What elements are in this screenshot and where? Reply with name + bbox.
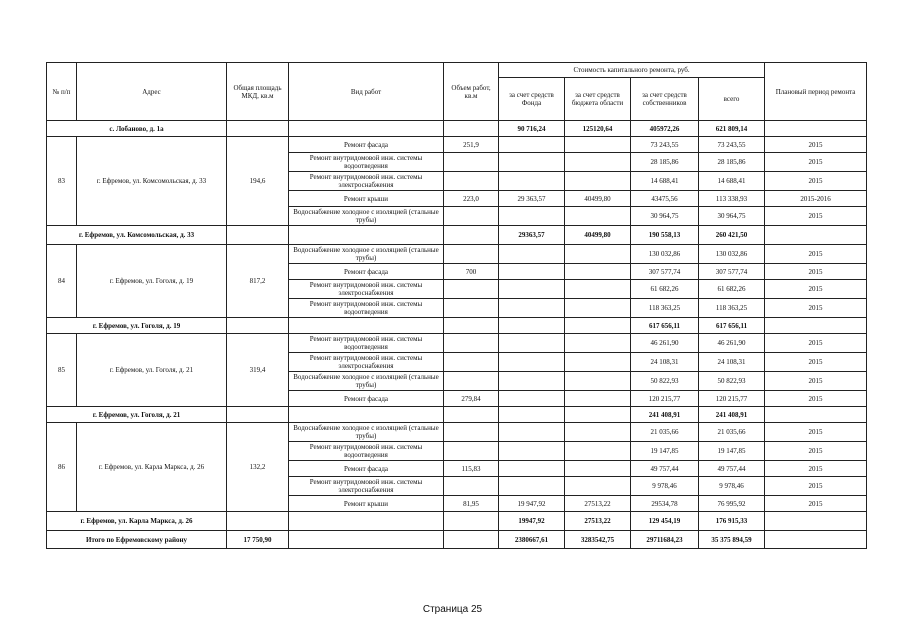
cost-total: 14 688,41	[699, 172, 765, 191]
work-volume: 251,9	[444, 137, 499, 153]
header-work: Вид работ	[289, 63, 444, 121]
work-type: Ремонт внутридомовой инж. системы водоотведения	[289, 299, 444, 318]
cost-owners: 28 185,86	[631, 153, 699, 172]
cost-budget	[565, 423, 631, 442]
work-volume	[444, 207, 499, 226]
subtotal-row	[47, 512, 867, 531]
subtotal-total: 176 915,33	[699, 512, 765, 531]
subtotal-budget: 125120,64	[565, 121, 631, 137]
work-volume	[444, 372, 499, 391]
work-volume: 700	[444, 264, 499, 280]
repair-period: 2015	[765, 153, 867, 172]
subtotal-row	[47, 407, 867, 423]
cost-owners: 46 261,90	[631, 334, 699, 353]
subtotal-total: 617 656,11	[699, 318, 765, 334]
cost-fund: 29 363,57	[499, 191, 565, 207]
work-volume	[444, 442, 499, 461]
header-address: Адрес	[77, 63, 227, 121]
row-address: г. Ефремов, ул. Гоголя, д. 21	[77, 334, 227, 407]
subtotal-address: г. Ефремов, ул. Гоголя, д. 21	[47, 407, 227, 423]
subtotal-row	[47, 318, 867, 334]
subtotal-owners: 190 558,13	[631, 226, 699, 245]
work-type: Ремонт внутридомовой инж. системы водоотведения	[289, 442, 444, 461]
row-address: г. Ефремов, ул. Гоголя, д. 19	[77, 245, 227, 318]
cost-owners: 24 108,31	[631, 353, 699, 372]
work-type: Водоснабжение холодное с изоляцией (стальные трубы)	[289, 372, 444, 391]
repair-period: 2015	[765, 299, 867, 318]
cost-budget: 27513,22	[565, 496, 631, 512]
table-row	[47, 334, 867, 353]
cost-total: 76 995,92	[699, 496, 765, 512]
cost-fund	[499, 264, 565, 280]
cost-fund	[499, 423, 565, 442]
work-type: Ремонт фасада	[289, 391, 444, 407]
row-num: 86	[47, 423, 77, 512]
cost-budget	[565, 461, 631, 477]
cost-budget	[565, 153, 631, 172]
cost-total: 118 363,25	[699, 299, 765, 318]
subtotal-owners: 617 656,11	[631, 318, 699, 334]
work-type: Ремонт внутридомовой инж. системы электроснабжения	[289, 353, 444, 372]
work-type: Ремонт внутридомовой инж. системы электроснабжения	[289, 477, 444, 496]
header-fund: за счет средств Фонда	[499, 78, 565, 121]
cost-budget	[565, 334, 631, 353]
cost-owners: 19 147,85	[631, 442, 699, 461]
subtotal-total: 241 408,91	[699, 407, 765, 423]
subtotal-owners: 129 454,19	[631, 512, 699, 531]
header-cost-group: Стоимость капитального ремонта, руб.	[499, 63, 765, 78]
row-num: 85	[47, 334, 77, 407]
repair-period: 2015	[765, 423, 867, 442]
work-volume	[444, 477, 499, 496]
cost-fund	[499, 245, 565, 264]
cost-fund	[499, 353, 565, 372]
cost-budget	[565, 353, 631, 372]
row-area: 817,2	[227, 245, 289, 318]
cost-budget	[565, 207, 631, 226]
cost-fund	[499, 391, 565, 407]
work-volume: 279,84	[444, 391, 499, 407]
work-volume	[444, 353, 499, 372]
header-budget: за счет средств бюджета области	[565, 78, 631, 121]
grand-total-fund: 2380667,61	[499, 531, 565, 549]
work-type: Ремонт внутридомовой инж. системы электроснабжения	[289, 172, 444, 191]
cost-total: 120 215,77	[699, 391, 765, 407]
cost-budget	[565, 372, 631, 391]
row-area: 319,4	[227, 334, 289, 407]
work-volume	[444, 172, 499, 191]
subtotal-fund	[499, 318, 565, 334]
cost-fund	[499, 153, 565, 172]
cost-fund	[499, 477, 565, 496]
work-volume: 115,83	[444, 461, 499, 477]
row-num: 84	[47, 245, 77, 318]
cost-budget	[565, 477, 631, 496]
subtotal-total: 621 809,14	[699, 121, 765, 137]
subtotal-total: 260 421,50	[699, 226, 765, 245]
grand-total-row	[47, 531, 867, 549]
cost-owners: 118 363,25	[631, 299, 699, 318]
subtotal-owners: 405972,26	[631, 121, 699, 137]
grand-total-area: 17 750,90	[227, 531, 289, 549]
cost-fund	[499, 207, 565, 226]
repair-period: 2015	[765, 334, 867, 353]
cost-total: 49 757,44	[699, 461, 765, 477]
repair-period: 2015	[765, 245, 867, 264]
table-row	[47, 245, 867, 264]
work-volume	[444, 299, 499, 318]
cost-total: 30 964,75	[699, 207, 765, 226]
grand-total-label: Итого по Ефремовскому району	[47, 531, 227, 549]
subtotal-fund: 90 716,24	[499, 121, 565, 137]
work-type: Ремонт крыши	[289, 496, 444, 512]
cost-total: 9 978,46	[699, 477, 765, 496]
cost-total: 307 577,74	[699, 264, 765, 280]
header-owners: за счет средств собственников	[631, 78, 699, 121]
header-volume: Объем работ, кв.м	[444, 63, 499, 121]
repair-period: 2015	[765, 461, 867, 477]
repair-period: 2015	[765, 496, 867, 512]
cost-total: 50 822,93	[699, 372, 765, 391]
capital-repair-table	[46, 62, 867, 549]
cost-budget	[565, 264, 631, 280]
header-total: всего	[699, 78, 765, 121]
work-volume: 81,95	[444, 496, 499, 512]
cost-owners: 43475,56	[631, 191, 699, 207]
row-area: 194,6	[227, 137, 289, 226]
table-row	[47, 423, 867, 442]
subtotal-budget	[565, 318, 631, 334]
repair-period: 2015	[765, 264, 867, 280]
work-type: Ремонт фасада	[289, 461, 444, 477]
cost-owners: 307 577,74	[631, 264, 699, 280]
cost-fund	[499, 372, 565, 391]
row-address: г. Ефремов, ул. Комсомольская, д. 33	[77, 137, 227, 226]
subtotal-row	[47, 226, 867, 245]
repair-period: 2015-2016	[765, 191, 867, 207]
cost-total: 113 338,93	[699, 191, 765, 207]
repair-period: 2015	[765, 207, 867, 226]
work-type: Водоснабжение холодное с изоляцией (стальные трубы)	[289, 423, 444, 442]
work-volume	[444, 245, 499, 264]
cost-fund	[499, 442, 565, 461]
subtotal-row	[47, 121, 867, 137]
grand-total-budget: 3283542,75	[565, 531, 631, 549]
cost-budget	[565, 299, 631, 318]
cost-fund	[499, 280, 565, 299]
row-address: г. Ефремов, ул. Карла Маркса, д. 26	[77, 423, 227, 512]
repair-period: 2015	[765, 137, 867, 153]
page-number: Страница 25	[422, 604, 483, 615]
grand-total-total: 35 375 894,59	[699, 531, 765, 549]
table-header-row	[47, 63, 867, 78]
cost-owners: 30 964,75	[631, 207, 699, 226]
repair-period: 2015	[765, 442, 867, 461]
header-num: № п/п	[47, 63, 77, 121]
cost-owners: 49 757,44	[631, 461, 699, 477]
grand-total-owners: 29711684,23	[631, 531, 699, 549]
work-type: Ремонт внутридомовой инж. системы электроснабжения	[289, 280, 444, 299]
row-num: 83	[47, 137, 77, 226]
cost-total: 130 032,86	[699, 245, 765, 264]
subtotal-budget: 40499,80	[565, 226, 631, 245]
subtotal-address: с. Лобаново, д. 1а	[47, 121, 227, 137]
repair-period: 2015	[765, 353, 867, 372]
document-page	[46, 62, 866, 549]
subtotal-owners: 241 408,91	[631, 407, 699, 423]
cost-fund	[499, 172, 565, 191]
work-type: Ремонт внутридомовой инж. системы водоотведения	[289, 334, 444, 353]
work-type: Водоснабжение холодное с изоляцией (стальные трубы)	[289, 245, 444, 264]
cost-fund	[499, 334, 565, 353]
work-type: Ремонт внутридомовой инж. системы водоотведения	[289, 153, 444, 172]
work-volume: 223,0	[444, 191, 499, 207]
work-type: Ремонт крыши	[289, 191, 444, 207]
cost-owners: 61 682,26	[631, 280, 699, 299]
cost-total: 24 108,31	[699, 353, 765, 372]
cost-owners: 21 035,66	[631, 423, 699, 442]
subtotal-fund: 19947,92	[499, 512, 565, 531]
cost-budget	[565, 245, 631, 264]
subtotal-budget: 27513,22	[565, 512, 631, 531]
cost-owners: 50 822,93	[631, 372, 699, 391]
cost-total: 21 035,66	[699, 423, 765, 442]
subtotal-fund	[499, 407, 565, 423]
repair-period: 2015	[765, 280, 867, 299]
cost-total: 61 682,26	[699, 280, 765, 299]
work-volume	[444, 280, 499, 299]
subtotal-address: г. Ефремов, ул. Карла Маркса, д. 26	[47, 512, 227, 531]
cost-total: 73 243,55	[699, 137, 765, 153]
cost-budget	[565, 442, 631, 461]
work-type: Водоснабжение холодное с изоляцией (стальные трубы)	[289, 207, 444, 226]
cost-fund	[499, 461, 565, 477]
cost-budget	[565, 391, 631, 407]
cost-owners: 120 215,77	[631, 391, 699, 407]
cost-fund	[499, 299, 565, 318]
subtotal-address: г. Ефремов, ул. Гоголя, д. 19	[47, 318, 227, 334]
cost-budget	[565, 137, 631, 153]
repair-period: 2015	[765, 172, 867, 191]
cost-budget: 40499,80	[565, 191, 631, 207]
header-period: Плановый период ремонта	[765, 63, 867, 121]
cost-owners: 29534,78	[631, 496, 699, 512]
work-volume	[444, 334, 499, 353]
work-type: Ремонт фасада	[289, 137, 444, 153]
repair-period: 2015	[765, 372, 867, 391]
cost-total: 19 147,85	[699, 442, 765, 461]
cost-budget	[565, 280, 631, 299]
cost-total: 46 261,90	[699, 334, 765, 353]
subtotal-fund: 29363,57	[499, 226, 565, 245]
work-type: Ремонт фасада	[289, 264, 444, 280]
work-volume	[444, 153, 499, 172]
subtotal-budget	[565, 407, 631, 423]
cost-fund	[499, 137, 565, 153]
cost-owners: 14 688,41	[631, 172, 699, 191]
cost-total: 28 185,86	[699, 153, 765, 172]
cost-owners: 9 978,46	[631, 477, 699, 496]
work-volume	[444, 423, 499, 442]
table-row	[47, 137, 867, 153]
cost-fund: 19 947,92	[499, 496, 565, 512]
cost-budget	[565, 172, 631, 191]
repair-period: 2015	[765, 477, 867, 496]
repair-period: 2015	[765, 391, 867, 407]
cost-owners: 130 032,86	[631, 245, 699, 264]
row-area: 132,2	[227, 423, 289, 512]
header-area: Общая площадь МКД, кв.м	[227, 63, 289, 121]
cost-owners: 73 243,55	[631, 137, 699, 153]
subtotal-address: г. Ефремов, ул. Комсомольская, д. 33	[47, 226, 227, 245]
